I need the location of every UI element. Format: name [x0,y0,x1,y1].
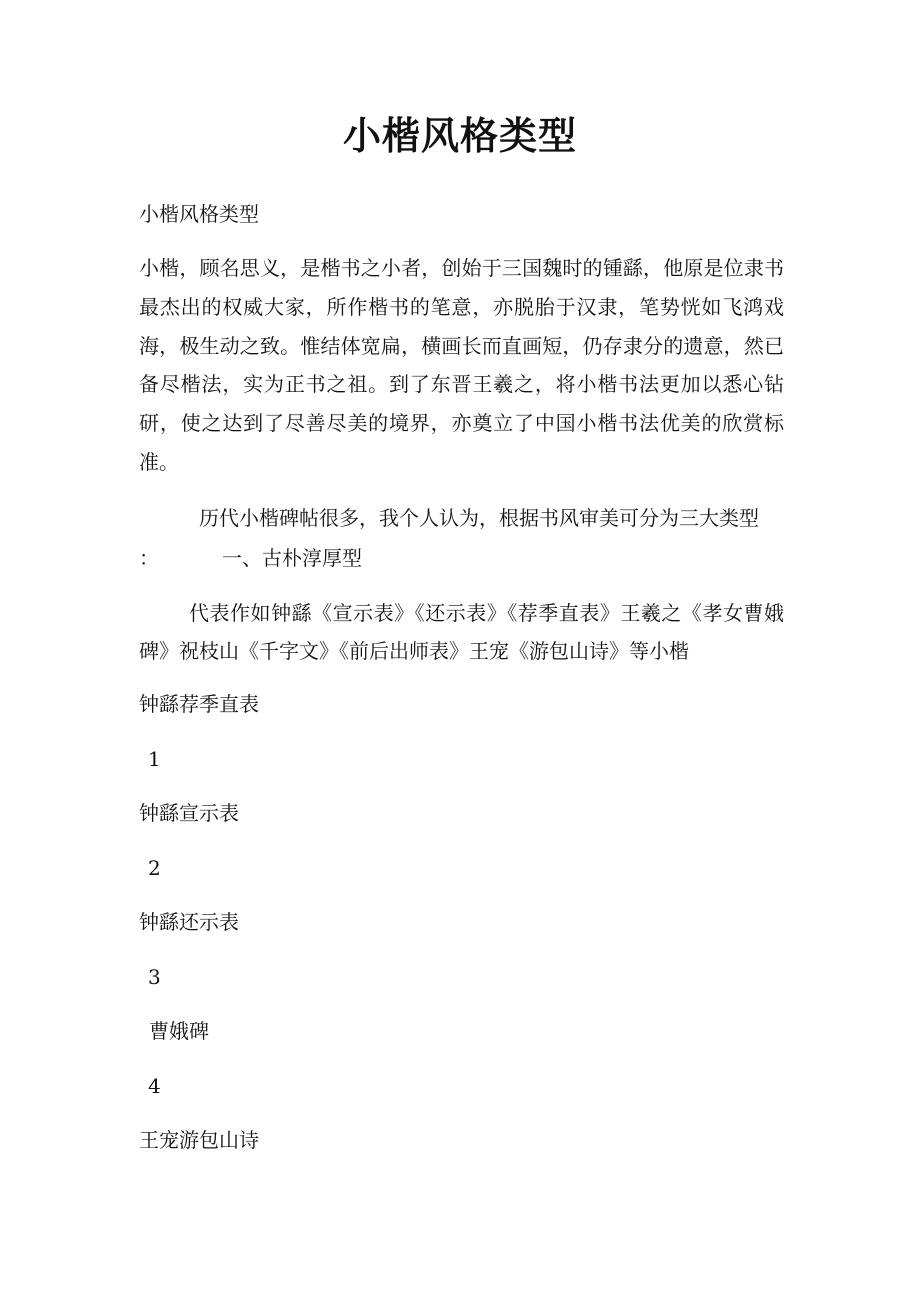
intro-paragraph: 小楷，顾名思义，是楷书之小者，创始于三国魏时的锺繇，他原是位隶书最杰出的权威大家，所作楷书的笔意，亦脱胎于汉隶，笔势恍如飞鸿戏海，极生动之致。惟结体宽扁，横画长而直画短，仍存隶分的遗意，然已备尽楷法，实为正书之祖。到了东晋王羲之，将小楷书法更加以悉心钻研，使之达到了尽善尽美的境界，亦奠立了中国小楷书法优美的欣赏标准。 [139,256,784,474]
representative-works-paragraph: 代表作如钟繇《宣示表》《还示表》《荐季直表》王羲之《孝女曹娥碑》祝枝山《千字文》《前后出师表》王宠《游包山诗》等小楷 [139,601,784,663]
item-caption-3: 钟繇还示表 [139,910,239,934]
type-one-heading: 一、古朴淳厚型 [222,546,362,570]
types-intro-colon: ： [139,546,159,570]
item-number-1: 1 [148,747,161,771]
item-caption-4: 曹娥碑 [149,1019,209,1043]
document-subtitle: 小楷风格类型 [139,202,259,226]
item-number-4: 4 [148,1074,161,1098]
item-number-2: 2 [148,856,161,880]
document-title: 小楷风格类型 [342,113,577,158]
item-number-3: 3 [148,965,161,989]
item-caption-5: 王宠游包山诗 [139,1128,259,1152]
item-caption-1: 钟繇荐季直表 [139,692,259,716]
item-caption-2: 钟繇宣示表 [139,801,239,825]
types-intro-text: 历代小楷碑帖很多，我个人认为，根据书风审美可分为三大类型 [199,506,759,530]
